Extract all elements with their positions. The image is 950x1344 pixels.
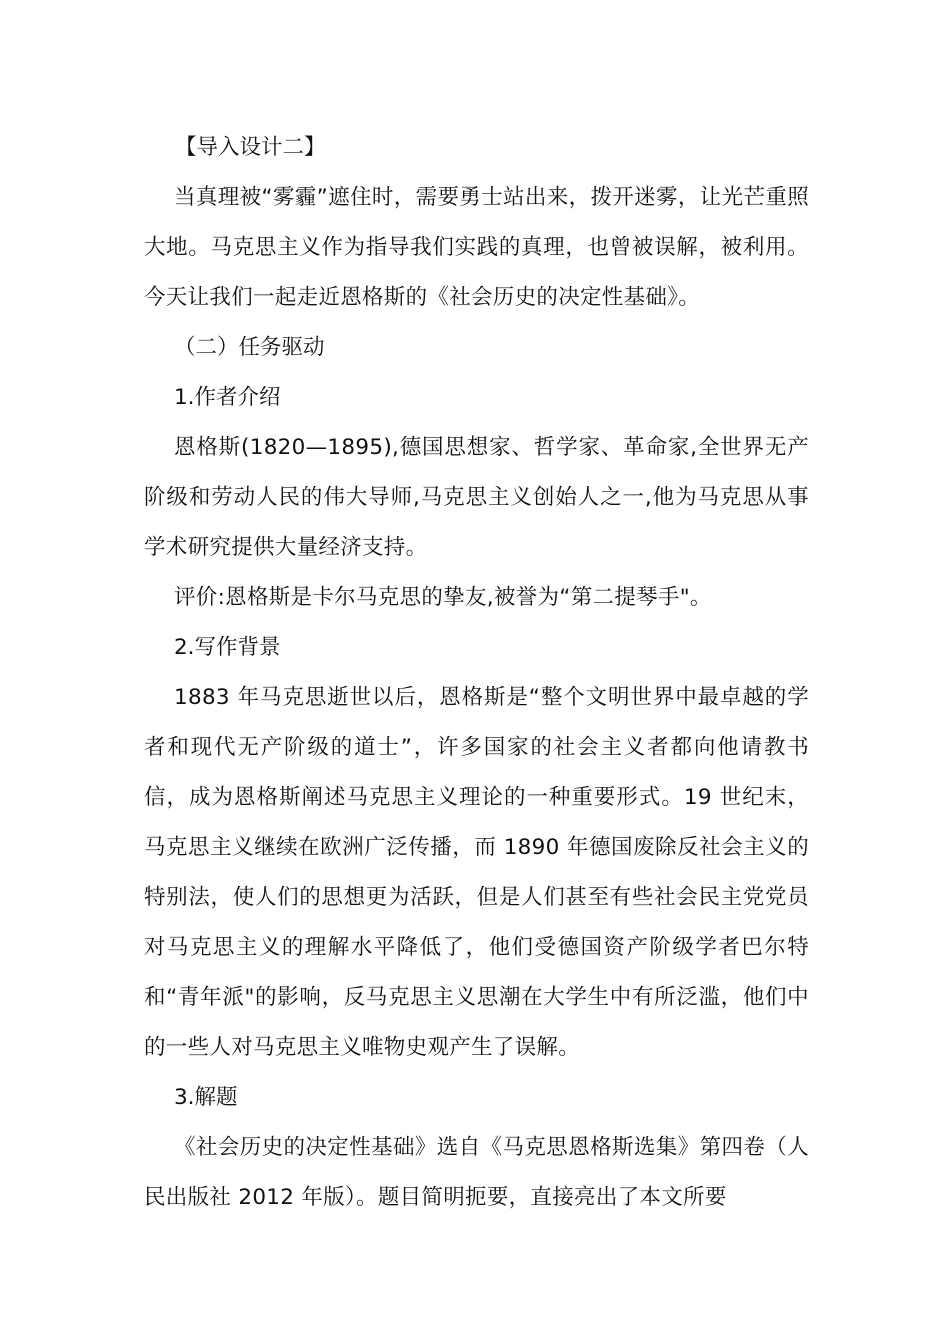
section-heading-writing-background: 2.写作背景 [174, 635, 281, 660]
section-heading-title-explanation: 3.解题 [174, 1085, 238, 1110]
paragraph-intro-text: 当真理被“雾霾”遮住时，需要勇士站出来，拨开迷雾，让光芒重照大地。马克思主义作为指导我们实践的真理，也曾被误解，被利用。今天让我们一起走近恩格斯的《社会历史的决定性基础》。 [144, 185, 809, 310]
paragraph-title-explanation: 《社会历史的决定性基础》选自《马克思恩格斯选集》第四卷（人民出版社 2012 年版）。题目简明扼要，直接亮出了本文所要 [144, 1135, 809, 1210]
section-heading-intro-design-2: 【导入设计二】 [175, 135, 326, 160]
paragraph-background: 1883 年马克思逝世以后，恩格斯是“整个文明世界中最卓越的学者和现代无产阶级的道士”，许多国家的社会主义者都向他请教书信，成为恩格斯阐述马克思主义理论的一种重要形式。19 世纪末，马克思主义继续在欧洲广泛传播，而 1890 年德国废除反社会主义的特别法，使人们的思想更为活跃，但是人们甚至有些社会民主党党员对马克思主义的理解水平降低了，他们受德国资产阶级学者巴尔特和“青年派"的影响，反马克思主义思潮在大学生中有所泛滥，他们中的一些人对马克思主义唯物史观产生了误解。 [144, 685, 809, 1060]
section-heading-task-driven: （二）任务驱动 [174, 335, 325, 360]
paragraph-evaluation: 评价:恩格斯是卡尔马克思的挚友,被誉为“第二提琴手"。 [174, 585, 712, 610]
paragraph-engels-bio: 恩格斯(1820—1895),德国思想家、哲学家、革命家,全世界无产阶级和劳动人民的伟大导师,马克思主义创始人之一,他为马克思从事学术研究提供大量经济支持。 [144, 435, 809, 560]
document-body [144, 123, 809, 1223]
section-heading-author-intro: 1.作者介绍 [174, 385, 281, 410]
